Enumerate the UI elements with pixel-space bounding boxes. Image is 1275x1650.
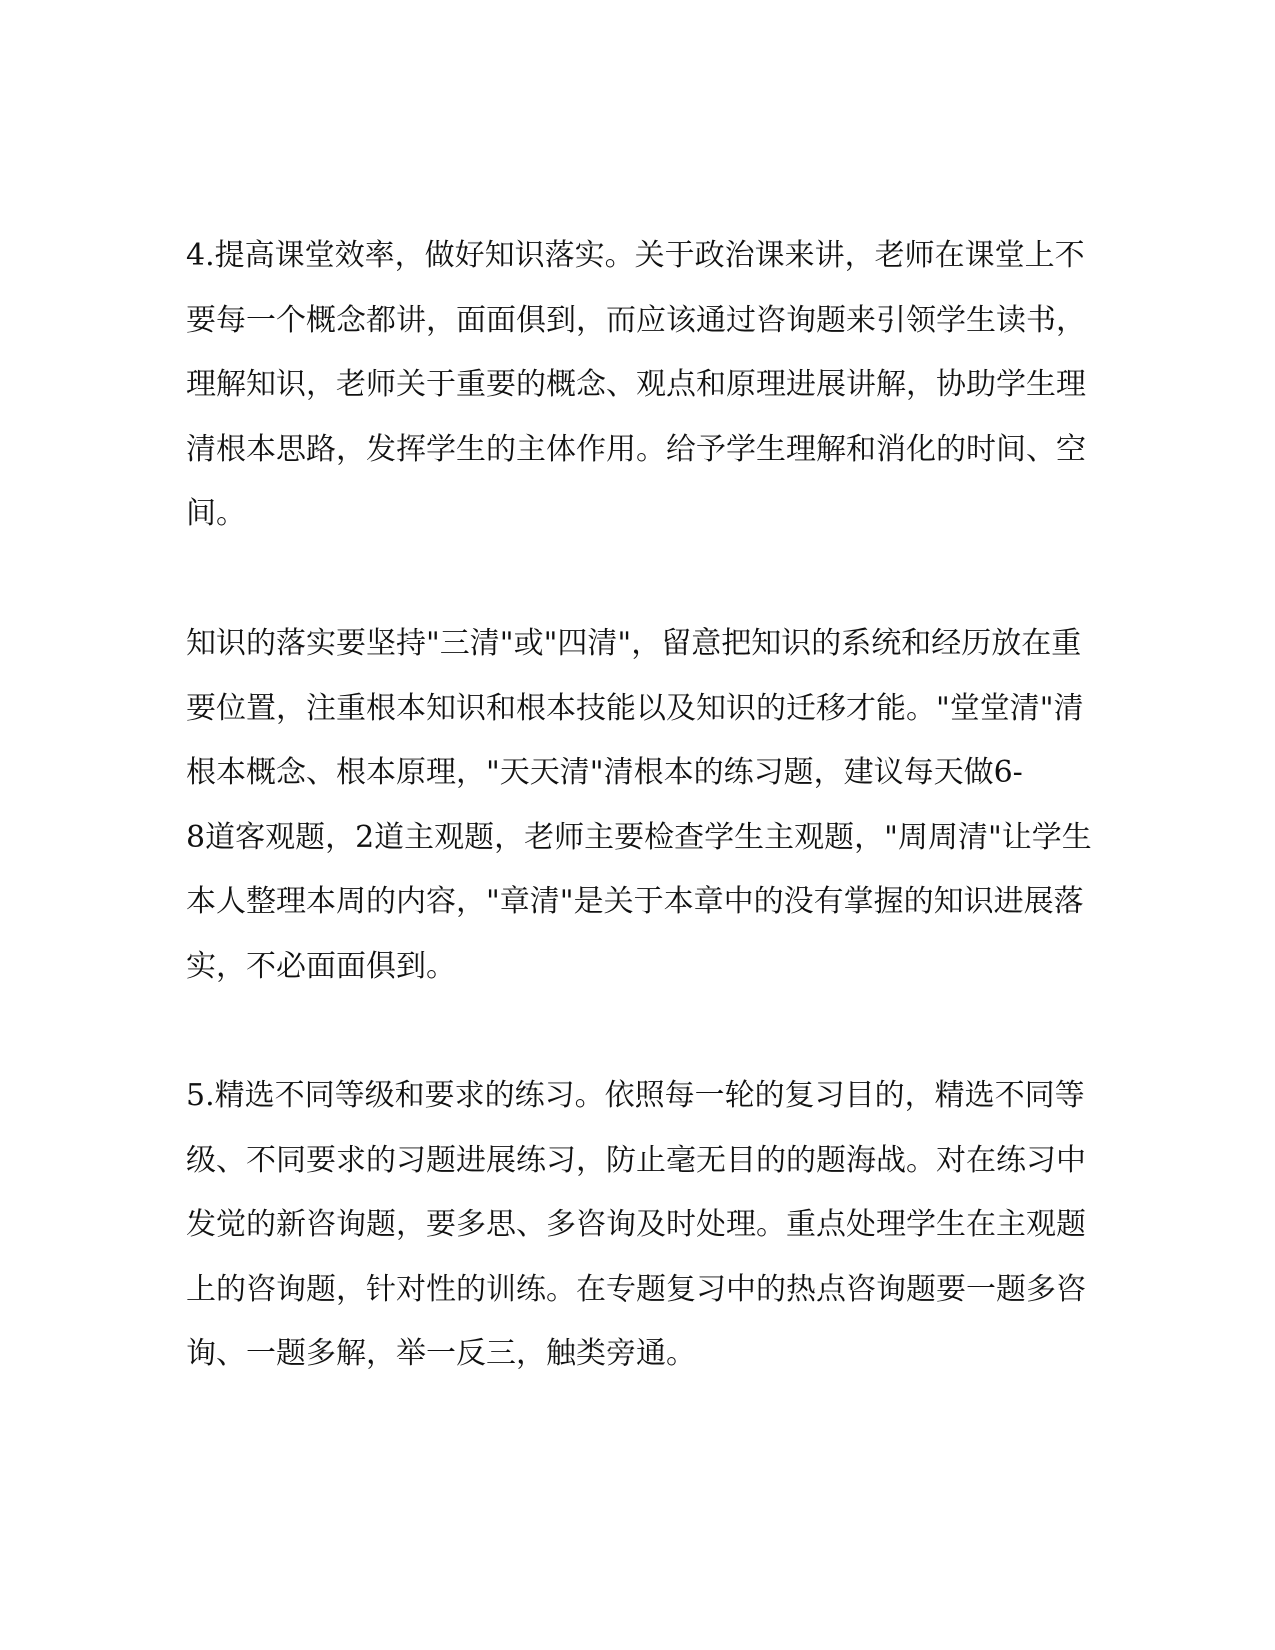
text-line: 知识的落实要坚持"三清"或"四清"，留意把知识的系统和经历放在重: [186, 626, 1082, 661]
paragraph-knowledge-implementation: [186, 612, 1092, 999]
text-line: 5.精选不同等级和要求的练习。依照每一轮的复习目的，精选不同等: [186, 1078, 1085, 1113]
text-line: 要每一个概念都讲，面面俱到，而应该通过咨询题来引领学生读书，: [186, 302, 1086, 338]
text-line: 询、一题多解，举一反三，触类旁通。: [186, 1336, 696, 1371]
text-line: 8道客观题，2道主观题，老师主要检查学生主观题，"周周清"让学生: [186, 819, 1092, 855]
text-line: 上的咨询题，针对性的训练。在专题复习中的热点咨询题要一题多咨: [186, 1271, 1086, 1307]
paragraph-classroom-efficiency: [186, 224, 1086, 547]
text-line: 根本概念、根本原理，"天天清"清根本的练习题，建议每天做6-: [186, 755, 1023, 790]
text-line: 间。: [186, 496, 246, 531]
text-line: 实，不必面面俱到。: [186, 948, 456, 984]
text-line: 4.提高课堂效率，做好知识落实。关于政治课来讲，老师在课堂上不: [186, 238, 1085, 273]
text-line: 清根本思路，发挥学生的主体作用。给予学生理解和消化的时间、空: [186, 431, 1086, 467]
text-line: 发觉的新咨询题，要多思、多咨询及时处理。重点处理学生在主观题: [186, 1207, 1086, 1242]
text-line: 理解知识，老师关于重要的概念、观点和原理进展讲解，协助学生理: [186, 367, 1086, 402]
text-line: 本人整理本周的内容，"章清"是关于本章中的没有掌握的知识进展落: [186, 884, 1084, 919]
text-line: 级、不同要求的习题进展练习，防止毫无目的的题海战。对在练习中: [186, 1142, 1086, 1178]
paragraph-selected-exercises: [186, 1064, 1086, 1387]
text-line: 要位置，注重根本知识和根本技能以及知识的迁移才能。"堂堂清"清: [186, 690, 1084, 726]
